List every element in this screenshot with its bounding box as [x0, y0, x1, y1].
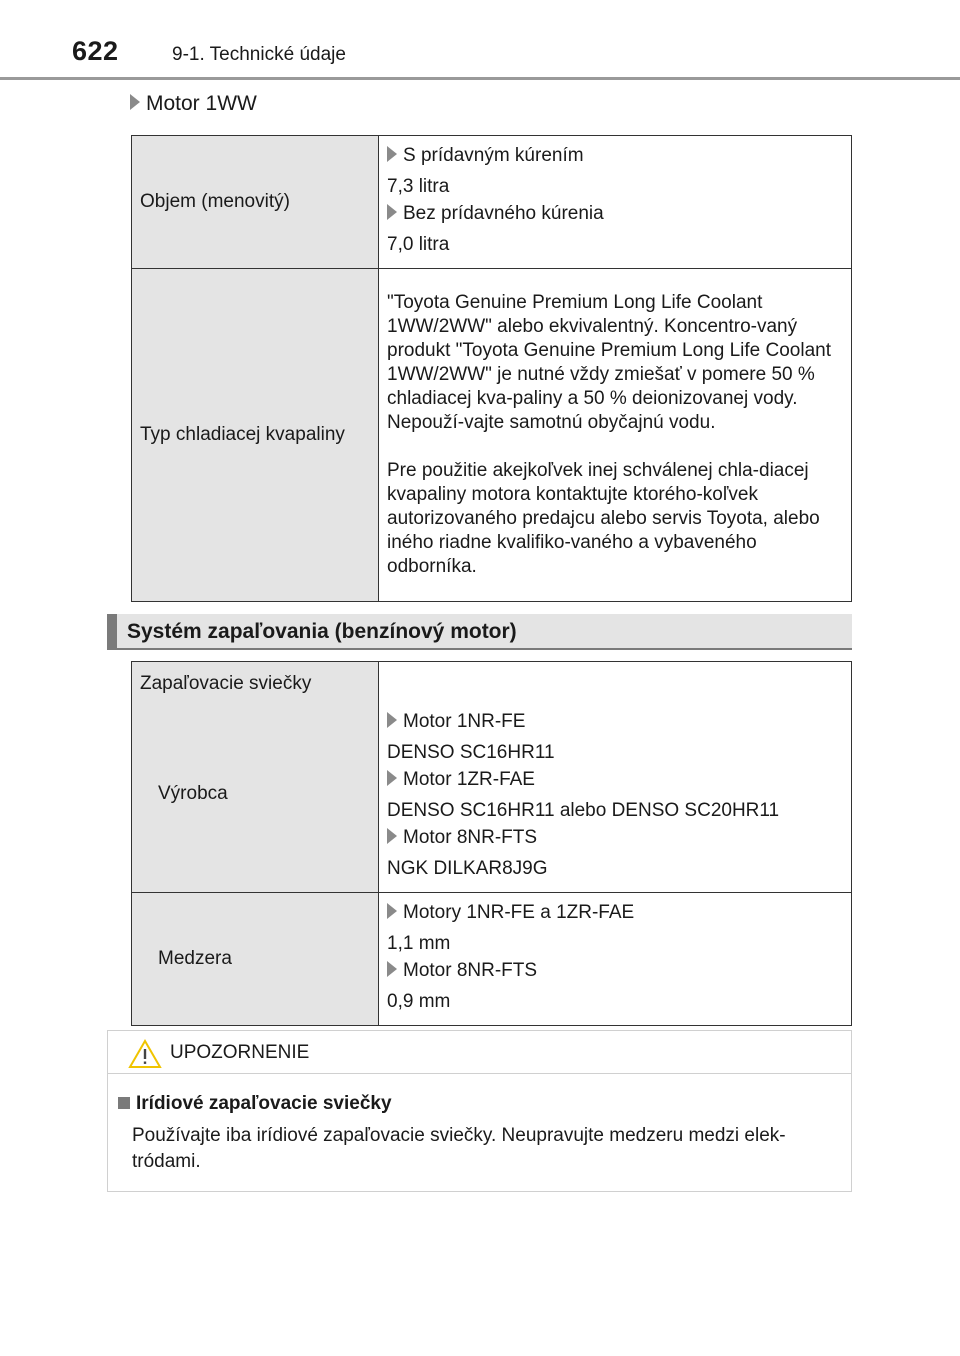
triangle-bullet-icon: [387, 961, 397, 977]
ignition-banner-title: Systém zapaľovania (benzínový motor): [127, 620, 517, 643]
section-title: 9-1. Technické údaje: [172, 44, 346, 65]
page-number: 622: [72, 36, 119, 66]
option-item: [387, 768, 843, 792]
coolant-paragraph: "Toyota Genuine Premium Long Life Coolant 1WW/2WW" alebo ekvivalentný. Koncentro-vaný produkt "Toyota Genuine Premium Long Life Coolant 1WW/2WW" je nutné vždy zmiešať v pomere 50 % chladiacej kva-paliny a 50 % deionizovanej vody. Nepouží-vajte samotnú obyčajnú vodu.: [387, 292, 832, 433]
option-item: [387, 144, 843, 168]
option-value: DENSO SC16HR11: [387, 742, 555, 763]
option-label: Bez prídavného kúrenia: [403, 203, 604, 224]
caution-header: [108, 1031, 851, 1074]
caution-text: Používajte iba irídiové zapaľovacie sviečky. Neupravujte medzeru medzi elek-tródami.: [132, 1125, 786, 1172]
option-value: 1,1 mm: [387, 933, 451, 954]
option-item: [387, 901, 843, 925]
option-label: Motor 8NR-FTS: [403, 827, 538, 848]
table-row: [132, 269, 852, 602]
coolant-type-values: [379, 269, 852, 602]
table-row: [132, 662, 852, 893]
gap-label: Medzera: [132, 893, 379, 1026]
option-label: Motor 1ZR-FAE: [403, 769, 535, 790]
caution-title: UPOZORNENIE: [170, 1042, 310, 1063]
triangle-bullet-icon: [387, 204, 397, 220]
triangle-bullet-icon: [387, 903, 397, 919]
option-value: 7,0 litra: [387, 234, 450, 255]
capacity-label: Objem (menovitý): [132, 136, 379, 269]
engine-heading: [130, 92, 257, 116]
coolant-paragraph: Pre použitie akejkoľvek inej schválenej chla-diacej kvapaliny motora kontaktujte ktorého-koľvek autorizovaného predajcu alebo servis Toyota, alebo iného riadne kvalifiko-vaného a vybaveného odborníka.: [387, 460, 820, 577]
triangle-bullet-icon: [387, 712, 397, 728]
triangle-bullet-icon: [387, 770, 397, 786]
coolant-table: [131, 135, 852, 602]
triangle-bullet-icon: [387, 828, 397, 844]
warning-triangle-icon: [128, 1039, 162, 1069]
spark-plug-values: [379, 662, 852, 893]
spark-plug-label-cell: [132, 662, 379, 893]
square-bullet-icon: [118, 1097, 130, 1109]
capacity-values: [379, 136, 852, 269]
option-item: [387, 826, 843, 850]
option-item: [387, 959, 843, 983]
table-row: [132, 136, 852, 269]
option-label: Motor 8NR-FTS: [403, 960, 538, 981]
caution-box: [107, 1030, 852, 1192]
header-divider: [0, 77, 960, 80]
manufacturer-label: Výrobca: [158, 783, 228, 804]
caution-subheading: Irídiové zapaľovacie sviečky: [136, 1093, 392, 1114]
option-label: Motor 1NR-FE: [403, 711, 526, 732]
option-label: S prídavným kúrením: [403, 145, 584, 166]
option-value: DENSO SC16HR11 alebo DENSO SC20HR11: [387, 800, 780, 821]
caution-subheading-row: [118, 1091, 843, 1117]
coolant-type-label: Typ chladiacej kvapaliny: [132, 269, 379, 602]
option-value: NGK DILKAR8J9G: [387, 858, 548, 879]
ignition-table: [131, 661, 852, 1026]
option-item: [387, 202, 843, 226]
spark-plug-label: Zapaľovacie sviečky: [140, 673, 312, 694]
gap-values: [379, 893, 852, 1026]
engine-heading-text: Motor 1WW: [146, 92, 257, 115]
option-label: Motory 1NR-FE a 1ZR-FAE: [403, 902, 635, 923]
table-row: [132, 893, 852, 1026]
triangle-bullet-icon: [130, 94, 140, 110]
option-item: [387, 710, 843, 734]
page-header: [0, 0, 960, 80]
option-value: 0,9 mm: [387, 991, 451, 1012]
ignition-banner: [107, 614, 852, 650]
caution-body: [118, 1091, 843, 1175]
option-value: 7,3 litra: [387, 176, 450, 197]
triangle-bullet-icon: [387, 146, 397, 162]
